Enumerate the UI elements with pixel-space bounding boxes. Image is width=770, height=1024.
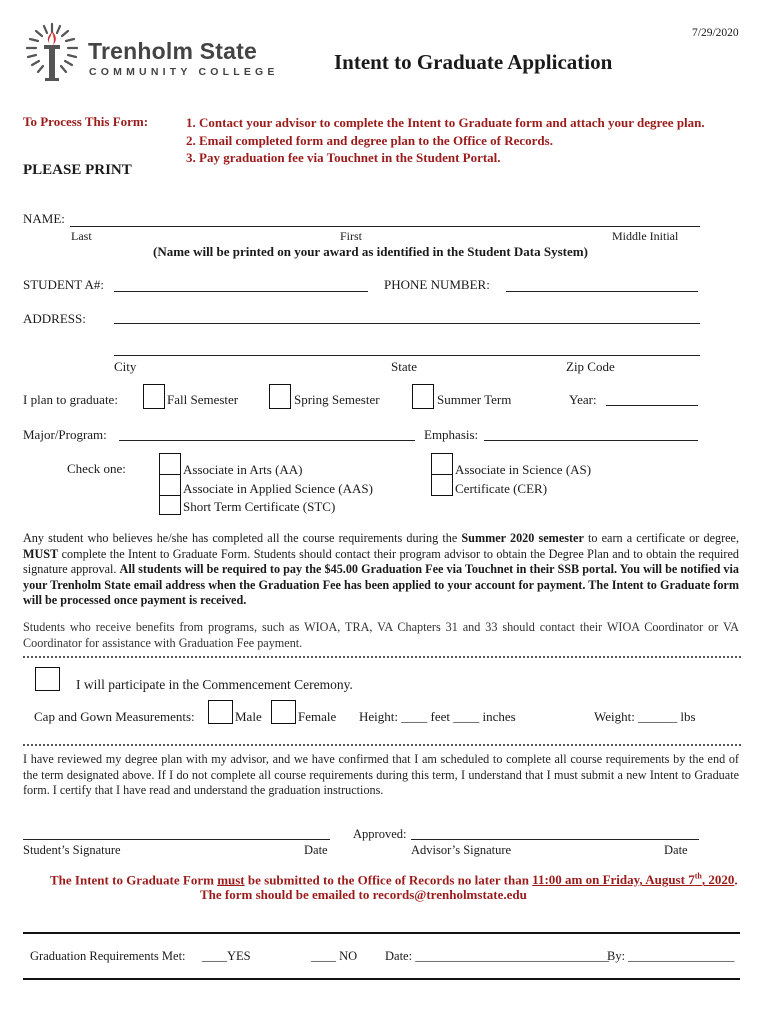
address-field[interactable] [114, 323, 700, 324]
middle-initial-caption: Middle Initial [612, 229, 679, 243]
deadline-notice: The Intent to Graduate Form must be submitted to the Office of Records no later than 11:00 am on Friday, August 7th, 2020. [50, 872, 738, 888]
divider [23, 978, 740, 980]
degree-option-as: Associate in Science (AS) [455, 462, 592, 477]
divider [23, 656, 741, 658]
emphasis-field[interactable] [484, 440, 698, 441]
emphasis-label: Emphasis: [424, 427, 479, 442]
requirements-met-label: Graduation Requirements Met: [30, 949, 186, 963]
approved-label: Approved: [353, 827, 407, 841]
student-id-label: STUDENT A#: [23, 277, 105, 292]
divider [23, 932, 740, 934]
summer-term-checkbox[interactable] [412, 384, 434, 409]
first-name-caption: First [340, 229, 363, 243]
male-label: Male [235, 709, 262, 724]
torch-logo-icon [22, 22, 82, 84]
cap-gown-label: Cap and Gown Measurements: [34, 709, 195, 724]
instruction-step: 3. Pay graduation fee via Touchnet in the Student Portal. [186, 150, 501, 165]
requirements-yes[interactable]: ____YES [202, 949, 251, 963]
aa-checkbox[interactable] [159, 453, 181, 475]
form-date: 7/29/2020 [692, 27, 739, 39]
weight-field[interactable]: Weight: ______ lbs [594, 709, 696, 724]
degree-options-left [183, 461, 373, 517]
commencement-checkbox[interactable] [35, 667, 60, 691]
year-field[interactable] [606, 405, 698, 406]
major-label: Major/Program: [23, 427, 107, 442]
office-date-field[interactable]: Date: _______________________________ [385, 949, 609, 963]
year-label: Year: [569, 392, 597, 407]
requirements-no[interactable]: ____ NO [311, 949, 358, 963]
fall-semester-checkbox[interactable] [143, 384, 165, 409]
divider [23, 744, 741, 746]
college-name: Trenholm State [88, 38, 257, 64]
commencement-label: I will participate in the Commencement Ceremony. [76, 677, 353, 692]
advisor-signature-field[interactable] [411, 839, 699, 840]
female-label: Female [298, 709, 337, 724]
student-id-field[interactable] [114, 291, 368, 292]
address-field-line2[interactable] [114, 355, 700, 356]
cer-checkbox[interactable] [431, 474, 453, 496]
instruction-steps [186, 114, 705, 167]
benefits-notice: Students who receive benefits from programs, such as WIOA, TRA, VA Chapters 31 and 33 should contact their WIOA Coordinator or VA Coordinator for assistance with Graduation Fee payment. [23, 620, 739, 650]
plan-to-graduate-label: I plan to graduate: [23, 392, 118, 407]
name-note: (Name will be printed on your award as identified in the Student Data System) [153, 244, 588, 259]
phone-field[interactable] [506, 291, 698, 292]
last-name-caption: Last [71, 229, 92, 243]
student-signature-field[interactable] [23, 839, 330, 840]
phone-label: PHONE NUMBER: [384, 277, 490, 292]
summer-notice: Any student who believes he/she has completed all the course requirements during the Summer 2020 semester to earn a certificate or degree, MUST complete the Intent to Graduate Form. Students should contact their program advisor to obtain the Degree Plan and to obtain the required signature approval. All students will be required to pay the $45.00 Graduation Fee via Touchnet in their SSB portal. You will be notified via your Trenholm State email address when the Graduation Fee has been applied to your account for payment. The Intent to Graduate form will be processed once payment is received. [23, 531, 740, 607]
advisor-signature-caption: Advisor’s Signature [411, 843, 512, 857]
summer-term-label: Summer Term [437, 392, 512, 407]
zip-caption: Zip Code [566, 359, 615, 374]
stc-checkbox[interactable] [159, 495, 181, 515]
aas-checkbox[interactable] [159, 474, 181, 496]
date-caption: Date [664, 843, 688, 857]
degree-option-cer: Certificate (CER) [455, 480, 548, 496]
female-checkbox[interactable] [271, 700, 296, 724]
office-by-field[interactable]: By: _________________ [607, 949, 735, 963]
degree-option-aas: Associate in Applied Science (AAS) [183, 480, 373, 496]
college-subtitle: COMMUNITY COLLEGE [89, 66, 279, 78]
degree-option-aa: Associate in Arts (AA) [183, 462, 303, 477]
certification-text: I have reviewed my degree plan with my advisor, and we have confirmed that I am scheduled to complete all course requirements by the end of the term designated above. If I do not complete all course requirements during this term, I understand that I must submit a new Intent to Graduate form. I certify that I have read and understand the graduation instructions. [23, 752, 739, 797]
degree-option-stc: Short Term Certificate (STC) [183, 499, 336, 514]
check-one-label: Check one: [67, 461, 126, 476]
email-notice: The form should be emailed to records@trenholmstate.edu [200, 887, 527, 902]
spring-semester-label: Spring Semester [294, 392, 380, 407]
instruction-step: 2. Email completed form and degree plan to the Office of Records. [186, 132, 553, 148]
city-caption: City [114, 359, 137, 374]
records-email-link[interactable]: records@trenholmstate.edu [372, 887, 527, 902]
name-label: NAME: [23, 211, 65, 226]
height-field[interactable]: Height: ____ feet ____ inches [359, 709, 516, 724]
state-caption: State [391, 359, 417, 374]
student-signature-caption: Student’s Signature [23, 843, 121, 857]
date-caption: Date [304, 843, 328, 857]
page-title: Intent to Graduate Application [334, 50, 613, 74]
fall-semester-label: Fall Semester [167, 392, 239, 407]
degree-options-right [455, 461, 591, 498]
name-field[interactable] [70, 226, 700, 227]
as-checkbox[interactable] [431, 453, 453, 475]
major-field[interactable] [119, 440, 415, 441]
please-print: PLEASE PRINT [23, 162, 132, 178]
instructions-label: To Process This Form: [23, 114, 149, 129]
spring-semester-checkbox[interactable] [269, 384, 291, 409]
male-checkbox[interactable] [208, 700, 233, 724]
address-label: ADDRESS: [23, 311, 86, 326]
instruction-step: 1. Contact your advisor to complete the Intent to Graduate form and attach your degree plan. [186, 115, 705, 130]
